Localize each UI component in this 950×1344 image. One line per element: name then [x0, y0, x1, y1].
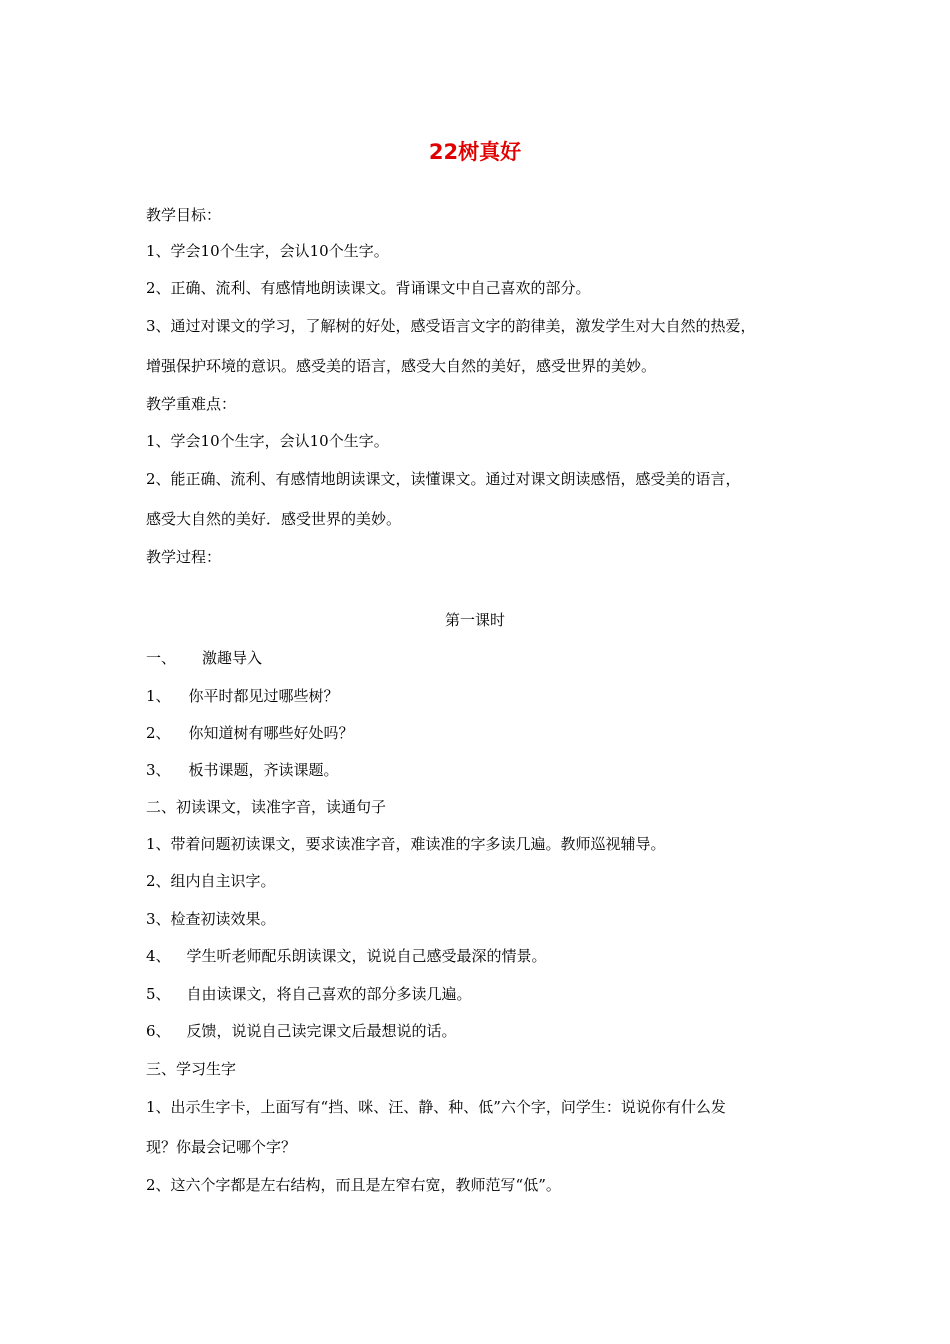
list-item: 2、组内自主识字。: [146, 872, 276, 890]
item-number: 5、: [146, 985, 171, 1003]
section-heading: [146, 647, 826, 669]
key-point-line: 1、学会10个生字，会认10个生字。: [146, 432, 389, 450]
list-item: [146, 1020, 826, 1042]
list-item: 1、带着问题初读课文，要求读准字音，难读准的字多读几遍。教师巡视辅导。: [146, 835, 666, 853]
key-points-heading: 教学重难点：: [146, 395, 237, 413]
key-point-line: 感受大自然的美好．感受世界的美妙。: [146, 510, 402, 528]
item-number: 1、: [146, 687, 171, 705]
goal-line: 2、正确、流利、有感情地朗读课文。背诵课文中自己喜欢的部分。: [146, 279, 591, 297]
process-heading: 教学过程：: [146, 548, 222, 566]
document-title: 22树真好: [428, 140, 522, 164]
item-text: 自由读课文，将自己喜欢的部分多读几遍。: [186, 985, 472, 1003]
section-heading: 二、初读课文，读准字音，读通句子: [146, 798, 387, 816]
list-item: 1、出示生字卡，上面写有“挡、咪、汪、静、种、低”六个字，问学生：说说你有什么发: [146, 1098, 726, 1116]
item-number: 4、: [146, 947, 171, 965]
list-item: 现？你最会记哪个字？: [146, 1138, 297, 1156]
list-item: [146, 983, 826, 1005]
goal-line: 1、学会10个生字，会认10个生字。: [146, 242, 389, 260]
section-number: 一、: [146, 649, 177, 667]
list-item: [146, 759, 826, 781]
section-heading: 三、学习生字: [146, 1060, 237, 1078]
key-point-line: 2、能正确、流利、有感情地朗读课文，读懂课文。通过对课文朗读感悟，感受美的语言，: [146, 470, 741, 488]
item-text: 反馈，说说自己读完课文后最想说的话。: [186, 1022, 457, 1040]
section-heading-text: 激趣导入: [202, 649, 263, 667]
item-text: 板书课题，齐读课题。: [188, 761, 339, 779]
lesson-title: 第一课时: [444, 611, 505, 629]
goal-line: 增强保护环境的意识。感受美的语言，感受大自然的美好，感受世界的美妙。: [146, 357, 657, 375]
list-item: [146, 945, 826, 967]
goal-line: 3、通过对课文的学习，了解树的好处，感受语言文字的韵律美，激发学生对大自然的热爱，: [146, 317, 756, 335]
item-text: 你平时都见过哪些树？: [188, 687, 339, 705]
list-item: [146, 722, 826, 744]
item-number: 2、: [146, 724, 171, 742]
list-item: 3、检查初读效果。: [146, 910, 276, 928]
goals-heading: 教学目标：: [146, 206, 222, 224]
item-text: 学生听老师配乐朗读课文，说说自己感受最深的情景。: [186, 947, 547, 965]
item-text: 你知道树有哪些好处吗？: [188, 724, 354, 742]
list-item: [146, 685, 826, 707]
item-number: 3、: [146, 761, 171, 779]
item-number: 6、: [146, 1022, 171, 1040]
list-item: 2、这六个字都是左右结构，而且是左窄右宽，教师范写“低”。: [146, 1176, 561, 1194]
